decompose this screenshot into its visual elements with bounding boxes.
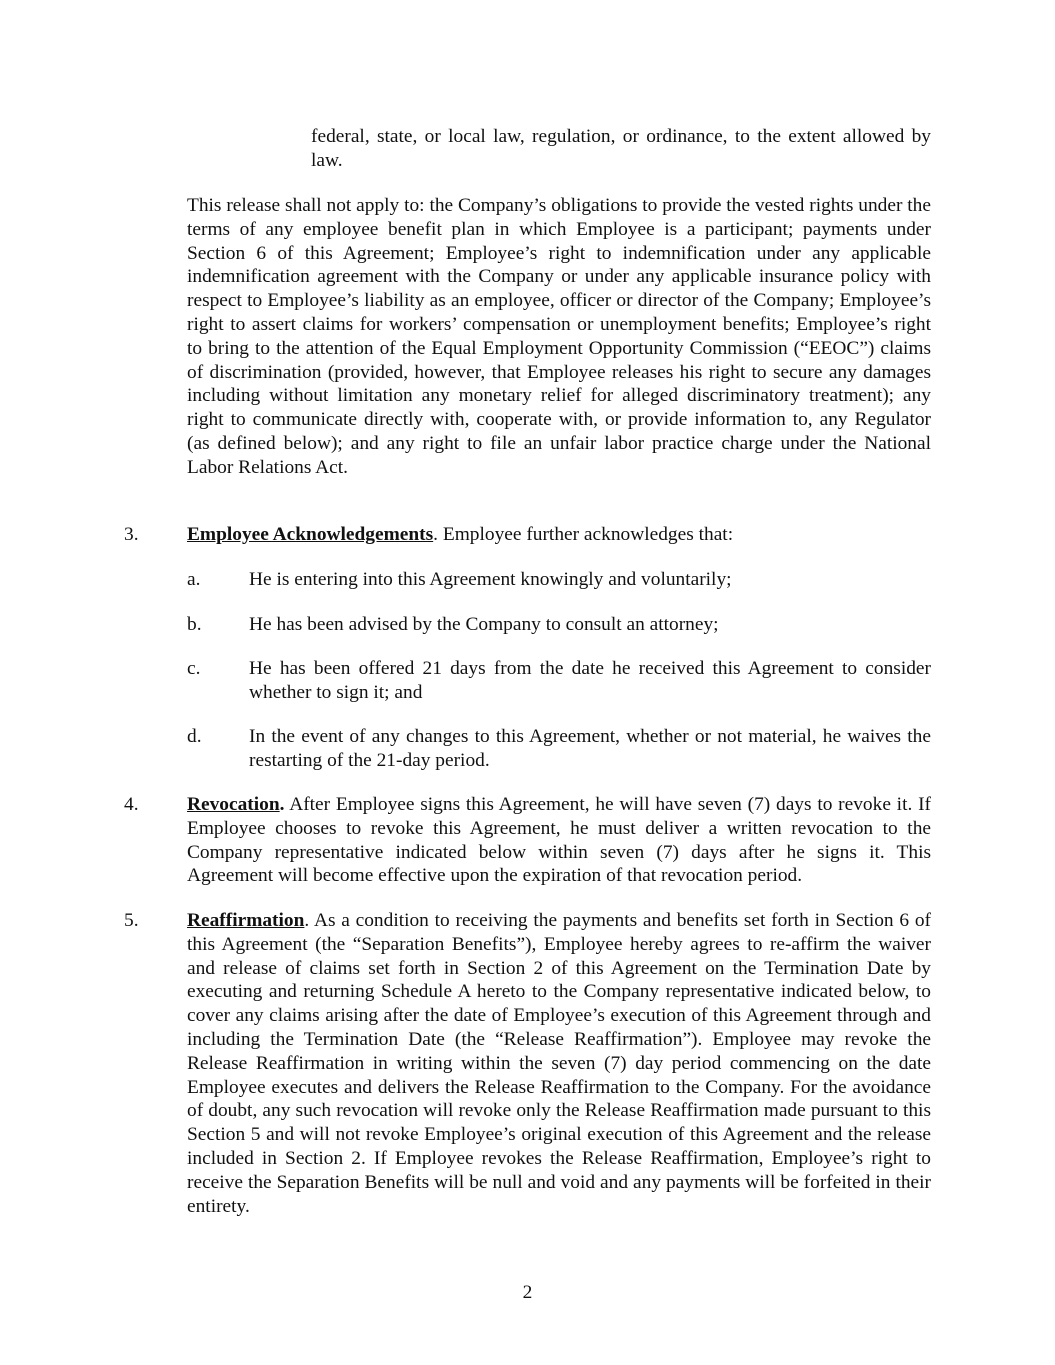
item-letter: c.: [187, 658, 201, 679]
item-letter: d.: [187, 726, 202, 747]
section-heading: Employee Acknowledgements: [187, 524, 434, 545]
section-body: [187, 793, 931, 888]
section-3-item-d: [187, 725, 931, 773]
item-letter: a.: [187, 569, 201, 590]
release-exclusions-paragraph: This release shall not apply to: the Company’s obligations to provide the vested rights under the terms of any employee benefit plan in which Employee is a participant; payments under Section 6 of this Agreement; Employee’s right to indemnification under any applicable indemnification agreement with the Company or under any applicable insurance policy with respect to Employee’s liability as an employee, officer or director of the Company; Employee’s right to assert claims for workers’ compensation or unemployment benefits; Employee’s right to bring to the attention of the Equal Employment Opportunity Commission (“EEOC”) claims of discrimination (provided, however, that Employee releases his right to secure any damages including without limitation any monetary relief for alleged discriminatory treatment); any right to communicate directly with, cooperate with, or provide information to, any Regulator (as defined below); and any right to file an unfair labor practice charge under the National Labor Relations Act.: [187, 195, 931, 478]
section-3-item-c: [187, 657, 931, 705]
section-number: 5.: [124, 910, 139, 931]
section-heading-suffix: .: [433, 524, 439, 545]
section-heading-suffix: .: [279, 794, 285, 815]
continued-paragraph: federal, state, or local law, regulation, or ordinance, to the extent allowed by law.: [311, 126, 931, 171]
section-4: [124, 793, 931, 888]
section-3-item-b: [187, 613, 931, 637]
item-text: He is entering into this Agreement knowingly and voluntarily;: [249, 569, 732, 590]
item-text: He has been offered 21 days from the date he received this Agreement to consider whether to sign it; and: [249, 658, 931, 703]
section-number: 4.: [124, 794, 139, 815]
item-text: He has been advised by the Company to consult an attorney;: [249, 614, 719, 635]
section-text: After Employee signs this Agreement, he will have seven (7) days to revoke it. If Employee chooses to revoke this Agreement, he must deliver a written revocation to the Company representative indicated below within seven (7) days after he signs it. This Agreement will become effective upon the expiration of that revocation period.: [187, 794, 931, 887]
item-text: In the event of any changes to this Agreement, whether or not material, he waives the restarting of the 21-day period.: [249, 726, 931, 771]
section-body: [187, 909, 931, 1218]
section-heading-suffix: .: [304, 910, 310, 931]
page-number: 2: [522, 1282, 533, 1303]
section-number: 3.: [124, 524, 139, 545]
section-text: As a condition to receiving the payments and benefits set forth in Section 6 of this Agreement (the “Separation Benefits”), Employee hereby agrees to re-affirm the waiver and release of claims set forth in Section 2 of this Agreement on the Termination Date by executing and returning Schedule A hereto to the Company representative indicated below, to cover any claims arising after the date of Employee’s execution of this Agreement through and including the Termination Date (the “Release Reaffirmation”). Employee may revoke the Release Reaffirmation in writing within the seven (7) day period commencing on the date Employee executes and delivers the Release Reaffirmation to the Company. For the avoidance of doubt, any such revocation will revoke only the Release Reaffirmation made pursuant to this Section 5 and will not revoke Employee’s original execution of this Agreement and the release included in Section 2. If Employee revokes the Release Reaffirmation, Employee’s right to receive the Separation Benefits will be null and void and any payments will be forfeited in their entirety.: [187, 910, 931, 1217]
item-letter: b.: [187, 614, 202, 635]
section-5: [124, 909, 931, 1218]
section-3: [124, 523, 931, 547]
section-heading: Reaffirmation: [187, 910, 305, 931]
section-text: Employee further acknowledges that:: [438, 524, 734, 545]
section-body: [187, 523, 931, 547]
section-heading: Revocation: [187, 794, 280, 815]
section-3-item-a: [187, 568, 931, 592]
